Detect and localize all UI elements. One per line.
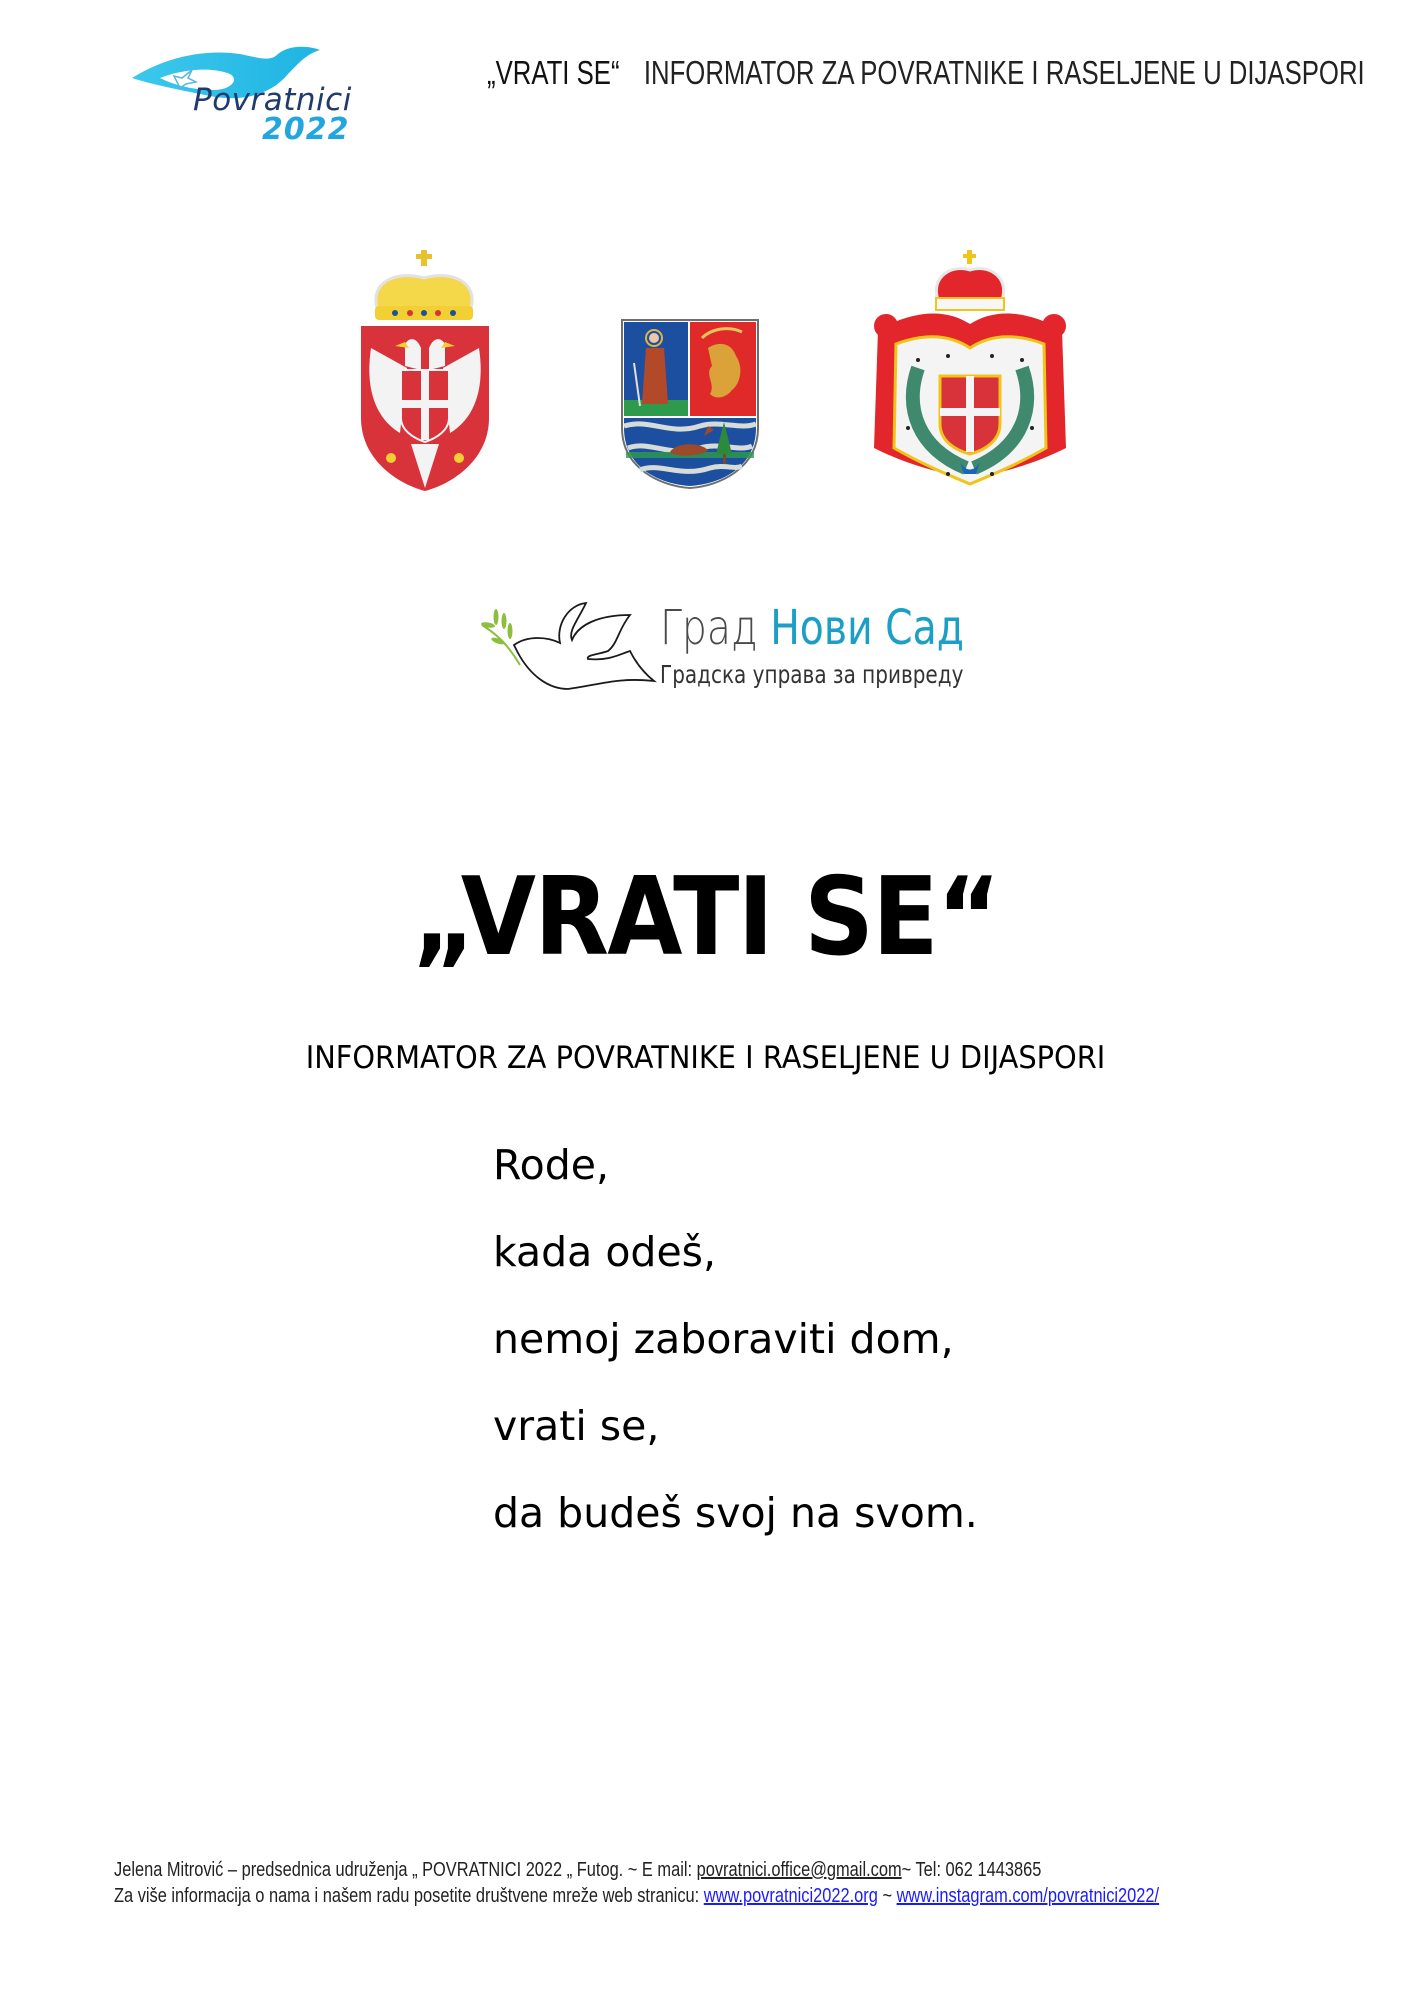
serbia-emblem-icon [355,248,495,493]
header-title-quote: „VRATI SE“ [487,54,620,91]
city-department: Градска управа за привреду [660,660,964,689]
poem [493,1122,978,1557]
dove-with-olive-branch-icon [468,585,658,695]
footer-links-line [114,1883,1159,1909]
email-link[interactable]: povratnici.office@gmail.com [696,1859,902,1881]
city-name-text: Нови Сад [770,600,965,656]
footer-contact-text: Jelena Mitrović – predsednica udruženja „ POVRATNICI 2022 „ Futog. ~ E mail: [114,1859,697,1881]
footer [114,1857,1159,1909]
poem-line: Rode, [493,1141,610,1189]
serbia-coat-of-arms [355,248,495,497]
poem-line: da budeš svoj na svom. [493,1489,978,1537]
footer-contact-line [114,1857,1159,1883]
poem-line: vrati se, [493,1402,660,1450]
header-title-subtitle: INFORMATOR ZA POVRATNIKE I RASELJENE U DIJASPORI [643,54,1365,91]
footer-phone-text: ~ Tel: 062 1443865 [901,1859,1042,1881]
footer-info-text: Za više informacija o nama i našem radu posetite društvene mreže web stranicu: [114,1885,704,1907]
logo-year: 2022 [262,112,350,147]
city-prefix: Град [660,600,758,656]
main-title: „VRATI SE“ [412,855,999,980]
header-title [487,54,1365,92]
website-link[interactable]: www.povratnici2022.org [703,1885,878,1907]
novi-sad-coat-of-arms [868,248,1073,497]
city-name [660,600,964,656]
poem-line: kada odeš, [493,1228,717,1276]
vojvodina-emblem-icon [620,318,760,490]
poem-line: nemoj zaboraviti dom, [493,1315,954,1363]
logo-name: Povratnici [193,82,352,118]
instagram-link[interactable]: www.instagram.com/povratnici2022/ [896,1885,1160,1907]
main-subtitle: INFORMATOR ZA POVRATNIKE I RASELJENE U DIJASPORI [305,1040,1106,1076]
vojvodina-coat-of-arms [620,318,760,494]
footer-separator: ~ [877,1885,897,1907]
royal-mantle-emblem-icon [868,248,1073,493]
